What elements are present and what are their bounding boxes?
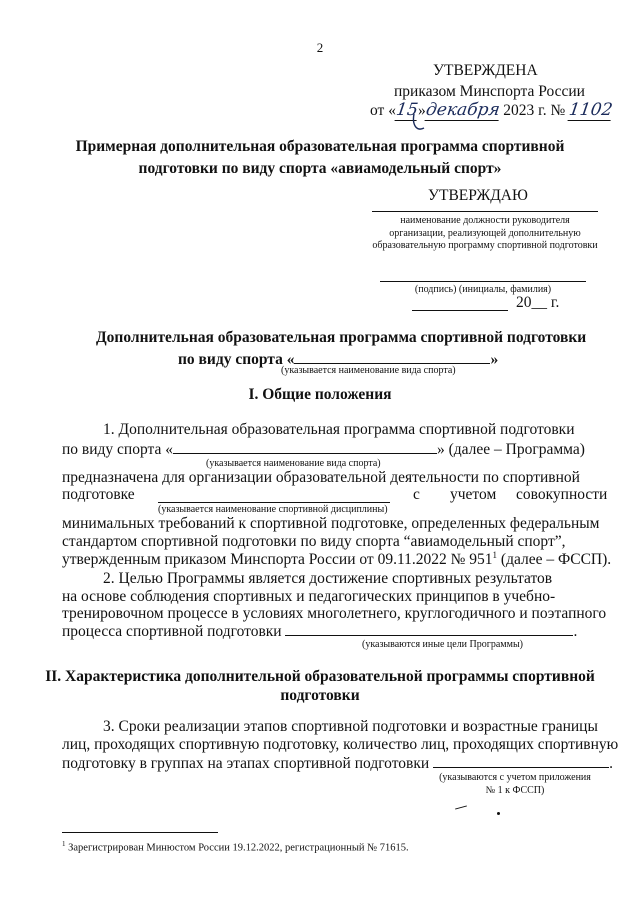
signature-stroke (410, 110, 450, 136)
section2-heading-line2: подготовки (280, 687, 360, 704)
p1-line6: стандартом спортивной подготовки по виду спорта “авиамодельный спорт”, (62, 533, 566, 550)
footnote-separator (62, 832, 218, 833)
p1-line4-c: с (413, 486, 420, 503)
p1-line7-text: утвержденным приказом Минспорта России от 09.11.2022 № 951 (62, 551, 493, 569)
p2-hint: (указываются иные цели Программы) (362, 639, 524, 650)
p2-line3: тренировочном процессе в условиях многолетнего, круглогодичного и поэтапного (62, 605, 607, 622)
p2-line4-suffix: . (573, 623, 578, 640)
p1-line5: минимальных требований к спортивной подготовке, определенных федеральным (62, 515, 600, 532)
date-prefix: от « (370, 102, 396, 119)
p1-line2 (62, 440, 585, 459)
signature-line (380, 281, 586, 282)
other-goals-blank (285, 622, 573, 636)
sport-blank-2 (173, 440, 437, 454)
discipline-blank (158, 502, 390, 503)
p1-line4-s: совокупности (516, 486, 608, 503)
handwritten-month: декабря (424, 100, 501, 120)
p1-line2-prefix: по виду спорта « (62, 441, 173, 458)
footnote-text: Зарегистрирован Минюстом России 19.12.2022, регистрационный № 71615. (68, 842, 409, 854)
footnote-ref[interactable]: 1 (492, 550, 498, 560)
handwritten-day: 15 (394, 100, 420, 120)
approval-date-line (370, 100, 612, 121)
p3-hint-1: (указываются с учетом приложения (439, 772, 591, 783)
p1-line4-prefix: подготовке (62, 486, 135, 503)
p1-line7 (62, 550, 611, 569)
approval-heading: УТВЕРЖДЕНА (433, 62, 538, 79)
position-hint (372, 215, 598, 253)
sport-blank (294, 349, 490, 364)
handwritten-number: 1102 (567, 100, 614, 120)
date-year: 2023 г. № (503, 102, 566, 119)
age-limits-blank (433, 754, 609, 768)
p3-line3-suffix: . (609, 755, 613, 772)
signature-hint: (подпись) (инициалы, фамилия) (414, 284, 552, 295)
year-suffix: 20__ г. (516, 294, 560, 311)
p3-line1: 3. Сроки реализации этапов спортивной подготовки и возрастные границы (103, 718, 598, 735)
approve-heading: УТВЕРЖДАЮ (428, 187, 528, 204)
p2-line2: на основе соблюдения спортивных и педагогических принципов в учебно- (62, 588, 556, 605)
p1-line7-end: (далее – ФССП). (497, 551, 612, 569)
footnote (62, 840, 409, 854)
scan-mark (455, 805, 467, 809)
p3-hint (420, 771, 610, 797)
p1-hint-sport: (указывается наименование вида спорта) (206, 458, 381, 469)
approval-order: приказом Минспорта России (394, 83, 585, 100)
p1-line2-suffix: » (далее – Программа) (436, 441, 585, 458)
p1-line1: 1. Дополнительная образовательная программа спортивной подготовки (103, 421, 575, 438)
p1-hint-discipline: (указывается наименование спортивной дисциплины) (158, 504, 388, 515)
doc-title-line2: подготовки по виду спорта «авиамодельный спорт» (138, 160, 502, 177)
position-hint-3: образовательную программу спортивной подготовки (372, 240, 598, 251)
p3-line3-prefix: подготовку в группах на этапах спортивной подготовки (62, 755, 430, 772)
doc-title (0, 136, 640, 180)
date-line (412, 310, 508, 311)
position-hint-2: организации, реализующей дополнительную (389, 227, 581, 239)
position-line (372, 211, 598, 212)
footnote-mark: 1 (62, 840, 66, 848)
p2-line1: 2. Целью Программы является достижение спортивных результатов (103, 570, 553, 587)
sport-hint: (указывается наименование вида спорта) (281, 365, 456, 376)
page-number: 2 (316, 40, 324, 55)
section2-heading (0, 667, 640, 705)
p1-line3: предназначена для организации образовательной деятельности по спортивной (62, 469, 580, 486)
program-title-prefix: по виду спорта « (178, 351, 295, 368)
program-title-suffix: » (490, 351, 499, 368)
section1-heading: I. Общие положения (248, 386, 392, 403)
doc-title-line1: Примерная дополнительная образовательная программа спортивной (75, 138, 565, 155)
program-title-line1: Дополнительная образовательная программа спортивной подготовки (96, 329, 587, 346)
date-mid: » (417, 102, 426, 119)
p2-line4-prefix: процесса спортивной подготовки (62, 623, 282, 640)
p1-line4-u: учетом (450, 486, 497, 503)
section2-heading-line1: II. Характеристика дополнительной образовательной программы спортивной (45, 668, 595, 685)
scan-speck (497, 812, 500, 815)
p3-hint-2: № 1 к ФССП) (485, 785, 545, 796)
p3-line2: лиц, проходящих спортивную подготовку, количество лиц, проходящих спортивную (62, 736, 619, 753)
position-hint-1: наименование должности руководителя (400, 215, 570, 226)
